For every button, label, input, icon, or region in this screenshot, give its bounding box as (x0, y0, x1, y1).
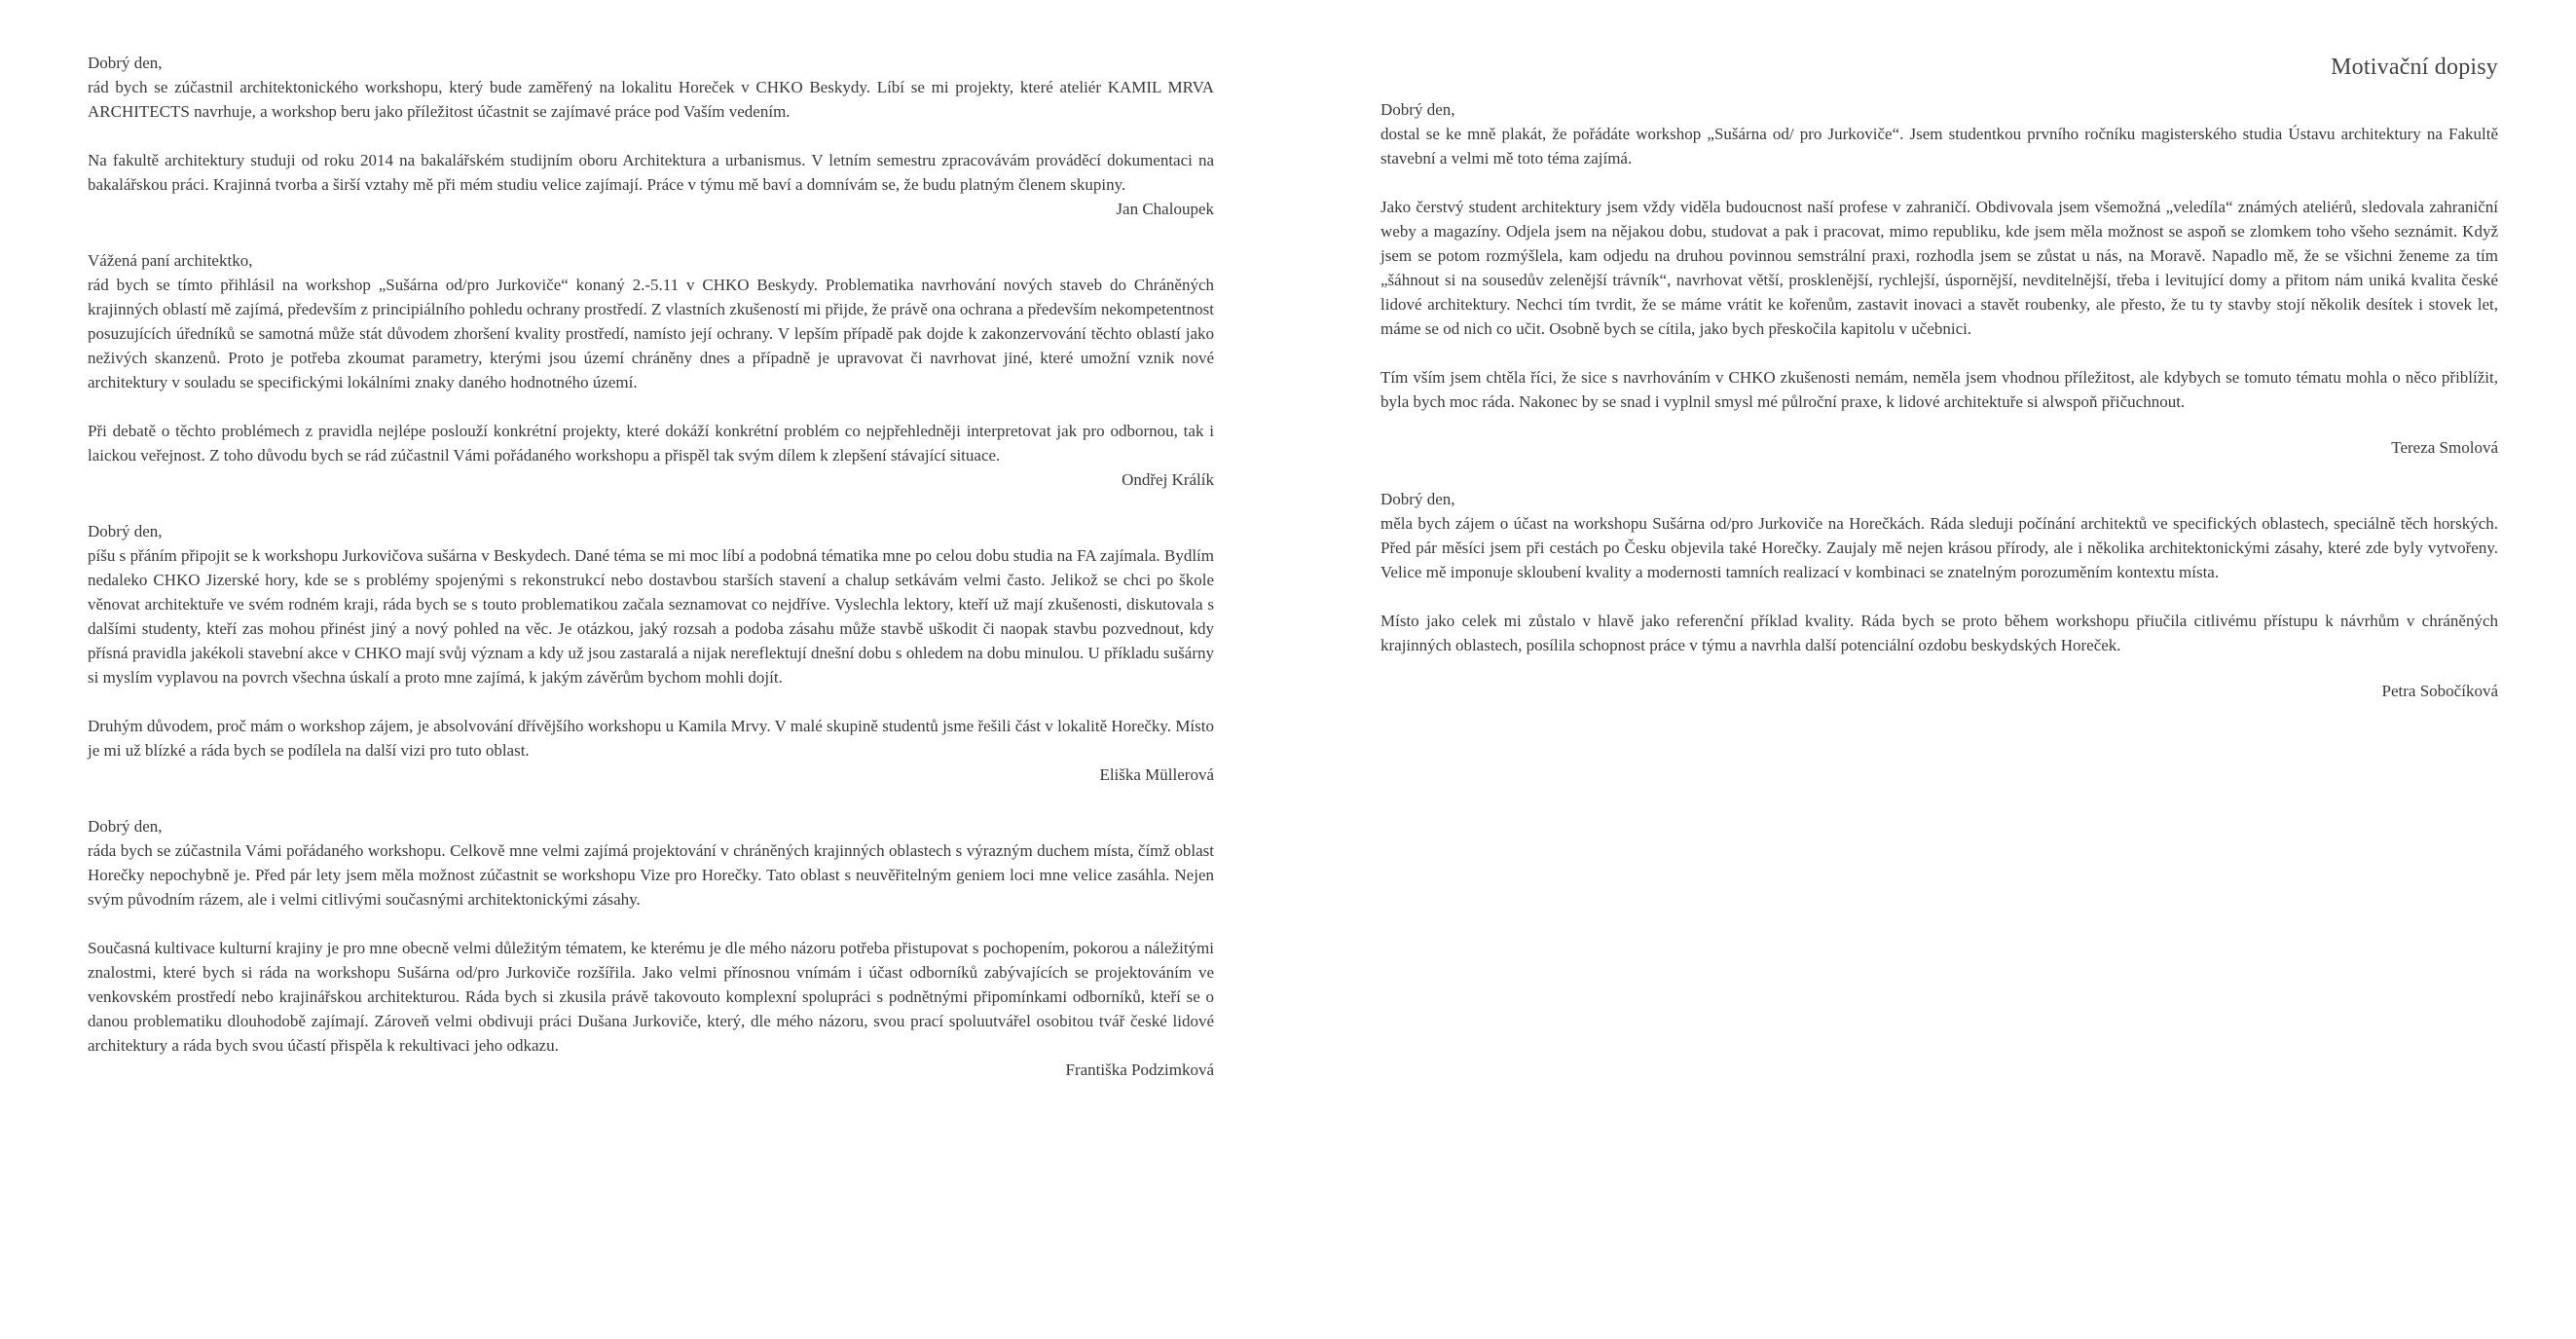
letter-signature: Františka Podzimková (1065, 1060, 1214, 1079)
left-page (88, 51, 1214, 1339)
letter-paragraph: Jako čerstvý student architektury jsem vždy viděla budoucnost naší profese v zahraničí. Obdivovala jsem všemožná „veledíla“ známých ateliérů, sledovala zahraniční weby a magazíny. Odjela jsem na nějakou dobu, studovat a pak i pracovat, mimo republiku, kde jsem měla možnost se aspoň se zlomkem toho všeho seznámit. Když jsem se potom rozmýšlela, kam odjedu na druhou povinnou semstrální praxi, rozhodla jsem se zůstat u nás, na Moravě. Napadlo mě, že se všichni ženeme za tím „šáhnout si na sousedův zelenější trávník“, navrhovat větší, prosklenější, rychlejší, úspornější, nevditelnější, třeba i levitující domy a přitom nám uniká kvalita české lidové architektury. Nechci tím tvrdit, že se máme vrátit ke kořenům, zastavit inovaci a stavět roubenky, ale přesto, že tu ty stavby stojí několik desítek i stovek let, máme se od nich co učit. Osobně bych se cítila, jako bych přeskočila kapitolu v učebnici. (1380, 198, 2498, 338)
letter-greeting: Vážená paní architektko, (88, 251, 253, 270)
letter-paragraph: Při debatě o těchto problémech z pravidla nejlépe poslouží konkrétní projekty, které dokáží konkrétní problém co nejpřehledněji interpretovat jak pro odbornou, tak i laickou veřejnost. Z toho důvodu bych se rád zúčastnil Vámi pořádaného workshopu a přispěl tak svým dílem k zlepšení stávající situace. (88, 422, 1214, 465)
letter-paragraph: Současná kultivace kulturní krajiny je pro mne obecně velmi důležitým tématem, ke kterému je dle mého názoru potřeba přistupovat s pochopením, pokorou a náležitými znalostmi, které bych si ráda na workshopu Sušárna od/pro Jurkoviče rozšířila. Jako velmi přínosnou vnímám i účast odborníků zabývajících se projektováním ve venkovském prostředí nebo krajinářskou architekturou. Ráda bych si zkusila právě takovouto komplexní spolupráci s podnětnými připomínkami odborníků, kteří se o danou problematiku dlouhodobě zajímají. Zároveň velmi obdivuji práci Dušana Jurkoviče, který, dle mého názoru, svou prací spoluutvářel osobitou tvář české lidové architektury a ráda bych svou účastí přispěla k rekultivaci jeho odkazu. (88, 939, 1214, 1055)
letter (88, 51, 1214, 221)
page-title: Motivační dopisy (2331, 55, 2498, 80)
letter-body (1380, 487, 2498, 584)
letter-greeting: Dobrý den, (88, 817, 163, 836)
letter-paragraph: rád bych se tímto přihlásil na workshop „Sušárna od/pro Jurkoviče“ konaný 2.-5.11 v CHKO Beskydy. Problematika navrhování nových staveb do Chráněných krajinných oblastí mě zajímá, především z principiálního pohledu ochrany prostředí. Z vlastních zkušeností mi přijde, že právě ona ochrana a především nekompetentnost posuzujících úředníků se samotná může stát důvodem zhoršení kvality prostředí, namísto její ochrany. V lepším případě pak dojde k zakonzervování těchto oblastí jako neživých skanzenů. Proto je potřeba zkoumat parametry, kterými jsou území chráněny dnes a případně je upravovat či navrhovat jiné, které umožní vznik nové architektury v souladu se specifickými lokálními znaky daného hodnotného území. (88, 276, 1214, 391)
letter (88, 814, 1214, 1082)
letter-signature: Ondřej Králík (1122, 470, 1214, 489)
letter-paragraph: rád bych se zúčastnil architektonického workshopu, který bude zaměřený na lokalitu Horeček v CHKO Beskydy. Líbí se mi projekty, které ateliér KAMIL MRVA ARCHITECTS navrhuje, a workshop beru jako příležitost účastnit se zajímavé práce pod Vaším vedením. (88, 78, 1214, 121)
letter-signature: Jan Chaloupek (1116, 200, 1214, 218)
letter-paragraph: Na fakultě architektury studuji od roku 2014 na bakalářském studijním oboru Architektura a urbanismus. V letním semestru zpracovávám prováděcí dokumentaci na bakalářskou práci. Krajinná tvorba a širší vztahy mě při mém studiu velice zajímají. Práce v týmu mě baví a domnívám se, že budu platným členem skupiny. (88, 151, 1214, 194)
letter-paragraph: Druhým důvodem, proč mám o workshop zájem, je absolvování dřívějšího workshopu u Kamila Mrvy. V malé skupině studentů jsme řešili část v lokalitě Horečky. Místo je mi už blízké a ráda bych se podílela na další vizi pro tuto oblast. (88, 717, 1214, 760)
letter-paragraph: dostal se ke mně plakát, že pořádáte workshop „Sušárna od/ pro Jurkoviče“. Jsem studentkou prvního ročníku magisterského studia Ústavu architektury na Fakultě stavební a velmi mě toto téma zajímá. (1380, 125, 2498, 167)
letter-signature: Petra Sobočíková (2381, 682, 2498, 700)
letter-paragraph: Tím vším jsem chtěla říci, že sice s navrhováním v CHKO zkušenosti nemám, neměla jsem vhodnou příležitost, ale kdybych se tomuto tématu mohla o něco přiblížit, byla bych moc ráda. Nakonec by se snad i vyplnil smysl mé půlroční praxe, k lidové architektuře si alwspoň přičuchnout. (1380, 368, 2498, 411)
letter-signature: Tereza Smolová (2391, 438, 2498, 457)
letter (88, 519, 1214, 787)
letter-greeting: Dobrý den, (88, 522, 163, 540)
letter (88, 248, 1214, 492)
letter-paragraph: měla bych zájem o účast na workshopu Sušárna od/pro Jurkoviče na Horečkách. Ráda sleduji počínání architektů ve specifických oblastech, speciálně těch horských. Před pár měsíci jsem při cestách po Česku objevila také Horečky. Zaujaly mě nejen krásou přírody, ale i několika architektonickými zásahy, které zde byly vytvořeny. Velice mě imponuje skloubení kvality a modernosti tamních realizací v kombinaci se znatelným porozuměním kontextu místa. (1380, 514, 2498, 581)
letter-body (88, 814, 1214, 911)
letter-body (88, 519, 1214, 689)
right-page (1380, 51, 2498, 1339)
letter-greeting: Dobrý den, (1380, 100, 1455, 119)
letter-greeting: Dobrý den, (88, 54, 163, 72)
letter (1380, 97, 2498, 460)
letter-body (88, 248, 1214, 394)
letter (1380, 487, 2498, 703)
letter-body (1380, 97, 2498, 170)
letter-paragraph: ráda bych se zúčastnila Vámi pořádaného workshopu. Celkově mne velmi zajímá projektování v chráněných krajinných oblastech s výrazným duchem místa, čímž oblast Horečky nepochybně je. Před pár lety jsem měla možnost zúčastnit se workshopu Vize pro Horečky. Tato oblast s neuvěřitelným geniem loci mne velice zasáhla. Nejen svým původním rázem, ale i velmi citlivými současnými architektonickými zásahy. (88, 841, 1214, 909)
letter-body (88, 51, 1214, 124)
letter-paragraph: Místo jako celek mi zůstalo v hlavě jako referenční příklad kvality. Ráda bych se proto během workshopu přiučila citlivému přístupu k návrhům v chráněných krajinných oblastech, posílila schopnost práce v týmu a navrhla další potenciální ozdobu beskydských Horeček. (1380, 612, 2498, 654)
letter-signature: Eliška Müllerová (1099, 765, 1214, 784)
letter-greeting: Dobrý den, (1380, 490, 1455, 508)
letter-paragraph: píšu s přáním připojit se k workshopu Jurkovičova sušárna v Beskydech. Dané téma se mi moc líbí a podobná tématika mne po celou dobu studia na FA zajímala. Bydlím nedaleko CHKO Jizerské hory, kde se s problémy spojenými s rekonstrukcí nebo dostavbou starších stavení a chalup setkávám velmi často. Jelikož se chci po škole věnovat architektuře ve svém rodném kraji, ráda bych se s touto problematikou začala seznamovat co nejdříve. Vyslechla lektory, kteří už mají zkušenosti, diskutovala s dalšími studenty, kteří zas mohou přinést jiný a nový pohled na věc. Je otázkou, jaký rozsah a podoba zásahu může stavbě uškodit či naopak stavbu pozvednout, kdy přísná pravidla jakékoli stavební akce v CHKO mají svůj význam a kdy už jsou zastaralá a nijak nereflektují dnešní dobu s ohledem na dobu minulou. U příkladu sušárny si myslím vyplavou na povrch všechna úskalí a proto mne zajímá, k jakým závěrům bychom mohli dojít. (88, 546, 1214, 687)
